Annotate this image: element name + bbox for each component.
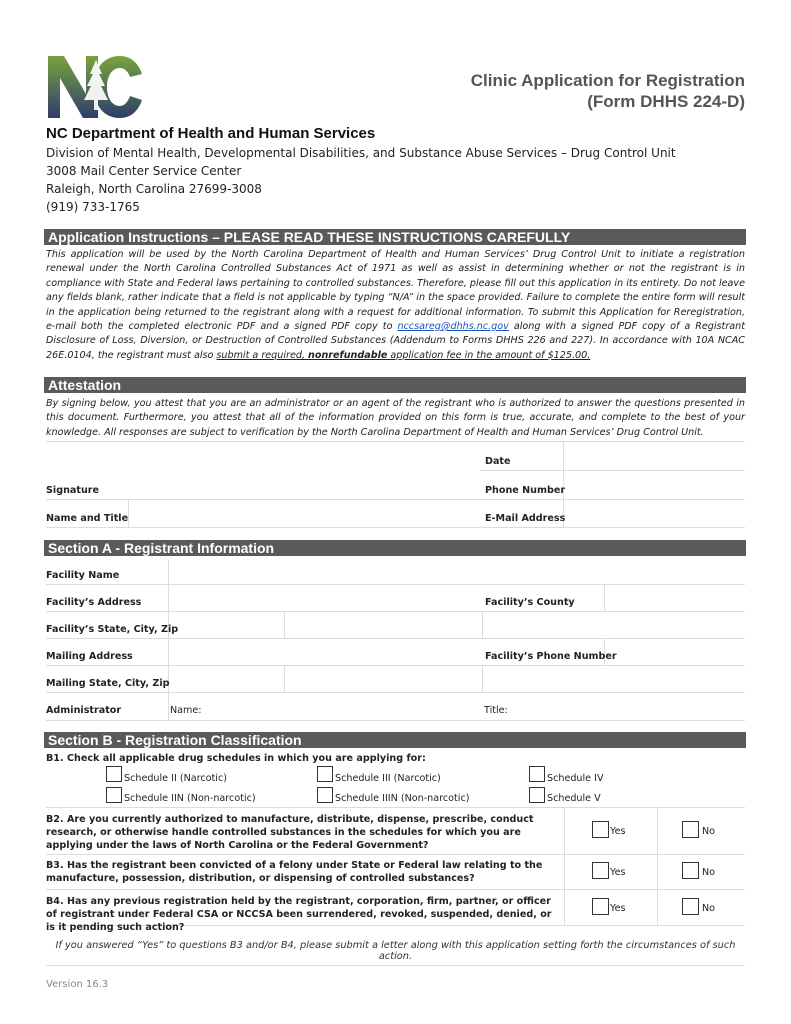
facility-zip-field[interactable]	[484, 613, 744, 636]
instructions-text: This application will be used by the North Carolina Department of Health and Human Services’ Drug Control Unit to initiate a registration renewal under the North Carolina Controlled Substances Act of 1971 as well as assist in determining whether or not the registrant is in compliance with State and Federal laws pertaining to controlled substances. Therefore, please fill out this application in its entirety. Do not leave any fields blank, rather indicate that a field is not applicable by typing “N/A” in the space provided. Failure to complete the entire form will result in the application being returned to the registrant along with a request for additional information. To submit this Application for Reregistration, e-mail both the completed electronic PDF and a signed PDF copy to nccsareg@dhhs.nc.gov along with a signed PDF copy of a Registrant Disclosure of Loss, Diversion, or Destruction of Controlled Substances (Addendum to Forms DHHS 226 and 227). In accordance with 10A NCAC 26E.0104, the registrant must also submit a required, nonrefundable application fee in the amount of $125.00.	[46, 249, 745, 361]
b4-yes-checkbox[interactable]	[592, 898, 609, 915]
address-line-1: 3008 Mail Center Service Center	[46, 164, 242, 178]
schedule-iiin-checkbox[interactable]	[317, 787, 333, 803]
b3-question: B3. Has the registrant been convicted of a felony under State or Federal law relating to the manufacture, possession, distribution, or dispensing of controlled substances?	[46, 860, 543, 884]
schedule-iin-label: Schedule IIN (Non-narcotic)	[124, 793, 256, 804]
instructions-heading: Application Instructions – PLEASE READ THESE INSTRUCTIONS CAREFULLY	[44, 229, 746, 245]
phone-label: Phone Number	[485, 485, 566, 496]
divider	[46, 720, 745, 721]
divider	[482, 665, 483, 692]
signature-label: Signature	[46, 485, 100, 496]
schedule-iv-checkbox[interactable]	[529, 766, 545, 782]
schedule-v-label: Schedule V	[547, 793, 601, 804]
signature-field[interactable]	[130, 472, 475, 497]
facility-address-label: Facility’s Address	[46, 597, 142, 608]
phone-number: (919) 733-1765	[46, 200, 140, 214]
admin-name-label: Name:	[170, 705, 202, 716]
b4-yes-label: Yes	[610, 903, 626, 914]
divider	[46, 854, 745, 855]
divider	[46, 638, 745, 639]
divider	[46, 584, 745, 585]
divider	[46, 527, 745, 528]
divider	[46, 499, 745, 500]
b1-question: B1. Check all applicable drug schedules in which you are applying for:	[46, 753, 426, 764]
b2-question: B2. Are you currently authorized to manufacture, distribute, dispense, prescribe, conduct research, or otherwise handle controlled substances in the schedules for which you are applying under the laws of North Carolina or the Federal Government?	[46, 814, 534, 851]
divider	[482, 611, 483, 638]
footer-note: If you answered “Yes” to questions B3 and/or B4, please submit a letter along with this application setting forth the circumstances of such action.	[55, 940, 736, 962]
mailing-state-field[interactable]	[170, 667, 282, 690]
mailing-address-label: Mailing Address	[46, 651, 133, 662]
email-link[interactable]: nccsareg@dhhs.nc.gov	[397, 321, 509, 333]
divider	[128, 499, 129, 527]
schedule-iiin-label: Schedule IIIN (Non-narcotic)	[335, 793, 470, 804]
b3-no-label: No	[702, 867, 716, 878]
version-label: Version 16.3	[46, 979, 109, 990]
attestation-text: By signing below, you attest that you are an administrator or an agent of the registrant who is authorized to answer the questions presented in this document. Furthermore, you attest that all of the information provided on this form is true, accurate, and complete to the best of your knowledge. All responses are subject to verification by the North Carolina Department of Health and Human Services’ Drug Control Unit.	[46, 398, 745, 438]
phone-field[interactable]	[566, 472, 744, 497]
date-field[interactable]	[566, 444, 744, 468]
nc-dhhs-logo	[46, 54, 146, 120]
email-label: E-Mail Address	[485, 513, 566, 524]
b3-yes-checkbox[interactable]	[592, 862, 609, 879]
admin-title-label: Title:	[484, 705, 508, 716]
facility-phone-field[interactable]	[606, 640, 744, 663]
schedule-ii-label: Schedule II (Narcotic)	[124, 773, 227, 784]
schedule-iin-checkbox[interactable]	[106, 787, 122, 803]
divider	[46, 889, 745, 890]
divider	[46, 965, 745, 966]
divider	[604, 584, 605, 611]
facility-county-field[interactable]	[606, 586, 744, 609]
facility-county-label: Facility’s County	[485, 597, 575, 608]
section-a-heading: Section A - Registrant Information	[44, 540, 746, 556]
divider	[284, 665, 285, 692]
divider	[564, 807, 565, 925]
b2-yes-checkbox[interactable]	[592, 821, 609, 838]
email-field[interactable]	[566, 501, 744, 525]
b2-no-checkbox[interactable]	[682, 821, 699, 838]
divider	[284, 611, 285, 638]
b4-no-label: No	[702, 903, 716, 914]
facility-phone-label: Facility’s Phone Number	[485, 651, 617, 662]
attestation-heading: Attestation	[44, 377, 746, 393]
address-line-2: Raleigh, North Carolina 27699-3008	[46, 182, 262, 196]
mailing-zip-field[interactable]	[484, 667, 744, 690]
facility-state-field[interactable]	[170, 613, 282, 636]
b4-no-checkbox[interactable]	[682, 898, 699, 915]
b4-question: B4. Has any previous registration held by the registrant, corporation, firm, partner, or officer of registrant under Federal CSA or NCCSA been surrendered, revoked, suspended, denied, or is it pending such action?	[46, 896, 552, 933]
form-title: Clinic Application for Registration	[470, 71, 745, 90]
b2-no-label: No	[702, 826, 716, 837]
mailing-address-field[interactable]	[170, 640, 480, 663]
b3-no-checkbox[interactable]	[682, 862, 699, 879]
facility-state-city-zip-label: Facility’s State, City, Zip	[46, 624, 179, 635]
name-title-field[interactable]	[130, 501, 475, 525]
facility-city-field[interactable]	[286, 613, 480, 636]
org-name: NC Department of Health and Human Services	[46, 125, 376, 142]
facility-name-field[interactable]	[170, 562, 744, 582]
schedule-iv-label: Schedule IV	[547, 773, 604, 784]
division-name: Division of Mental Health, Developmental Disabilities, and Substance Abuse Services – Drug Control Unit	[46, 146, 676, 160]
date-label: Date	[485, 456, 511, 467]
schedule-iii-checkbox[interactable]	[317, 766, 333, 782]
divider	[46, 665, 745, 666]
divider	[46, 807, 745, 808]
schedule-v-checkbox[interactable]	[529, 787, 545, 803]
b2-yes-label: Yes	[610, 826, 626, 837]
facility-address-field[interactable]	[170, 586, 480, 609]
b3-yes-label: Yes	[610, 867, 626, 878]
divider	[46, 611, 745, 612]
administrator-label: Administrator	[46, 705, 122, 716]
divider	[657, 807, 658, 925]
schedule-ii-checkbox[interactable]	[106, 766, 122, 782]
mailing-state-city-zip-label: Mailing State, City, Zip	[46, 678, 170, 689]
section-b-heading: Section B - Registration Classification	[44, 732, 746, 748]
divider	[46, 441, 745, 442]
name-title-label: Name and Title	[46, 513, 129, 524]
form-number: (Form DHHS 224-D)	[587, 92, 745, 111]
facility-name-label: Facility Name	[46, 570, 120, 581]
mailing-city-field[interactable]	[286, 667, 480, 690]
divider	[46, 692, 745, 693]
admin-title-field[interactable]	[512, 695, 744, 718]
divider	[168, 560, 169, 720]
divider	[480, 470, 745, 471]
schedule-iii-label: Schedule III (Narcotic)	[335, 773, 441, 784]
admin-name-field[interactable]	[205, 695, 475, 718]
